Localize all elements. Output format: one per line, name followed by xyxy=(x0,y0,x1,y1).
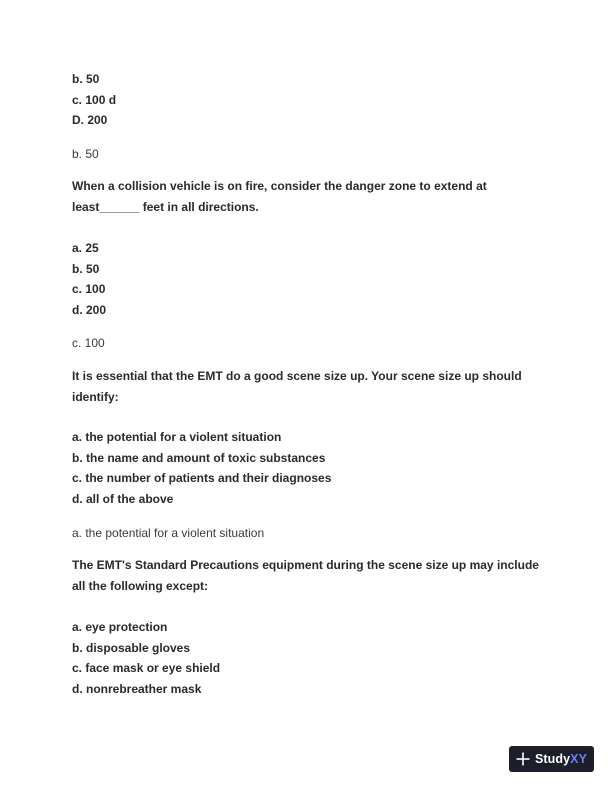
question-3-options xyxy=(72,617,220,700)
question-2-options xyxy=(72,427,331,510)
option: d. all of the above xyxy=(72,492,174,507)
option: b. disposable gloves xyxy=(72,640,191,655)
brand-accent: XY xyxy=(570,752,588,766)
studyxy-badge[interactable] xyxy=(509,746,594,772)
top-options xyxy=(72,69,116,131)
option: a. the potential for a violent situation xyxy=(72,430,282,444)
option: c. 100 xyxy=(72,282,106,297)
option: b. 50 xyxy=(72,261,100,276)
option: b. the name and amount of toxic substances xyxy=(72,450,326,465)
question-2 xyxy=(72,366,522,408)
option: D. 200 xyxy=(72,113,108,128)
option: d. 200 xyxy=(72,303,107,318)
option: c. face mask or eye shield xyxy=(72,661,221,676)
answer: b. 50 xyxy=(72,147,99,161)
question-3 xyxy=(72,555,539,597)
answer: a. the potential for a violent situation xyxy=(72,526,265,540)
brand-name xyxy=(535,752,587,766)
brand-main: Study xyxy=(534,752,571,766)
question-text-line: least______ feet in all directions. xyxy=(72,200,259,214)
question-text-line: all the following except: xyxy=(72,579,209,593)
option: d. nonrebreather mask xyxy=(72,682,202,697)
question-text-line: When a collision vehicle is on fire, consider the danger zone to extend at xyxy=(72,179,487,193)
option: b. 50 xyxy=(72,72,100,86)
question-text-line: identify: xyxy=(72,390,119,404)
question-text-line: It is essential that the EMT do a good scene size up. Your scene size up should xyxy=(72,369,522,383)
option: c. 100 d xyxy=(72,92,117,107)
option: a. eye protection xyxy=(72,620,168,634)
question-1-options xyxy=(72,238,106,321)
answer: c. 100 xyxy=(72,336,105,350)
question-text-line: The EMT's Standard Precautions equipment during the scene size up may include xyxy=(72,558,539,572)
question-1 xyxy=(72,176,487,218)
plus-icon xyxy=(516,752,530,766)
option: a. 25 xyxy=(72,241,99,255)
option: c. the number of patients and their diagnoses xyxy=(72,471,332,486)
